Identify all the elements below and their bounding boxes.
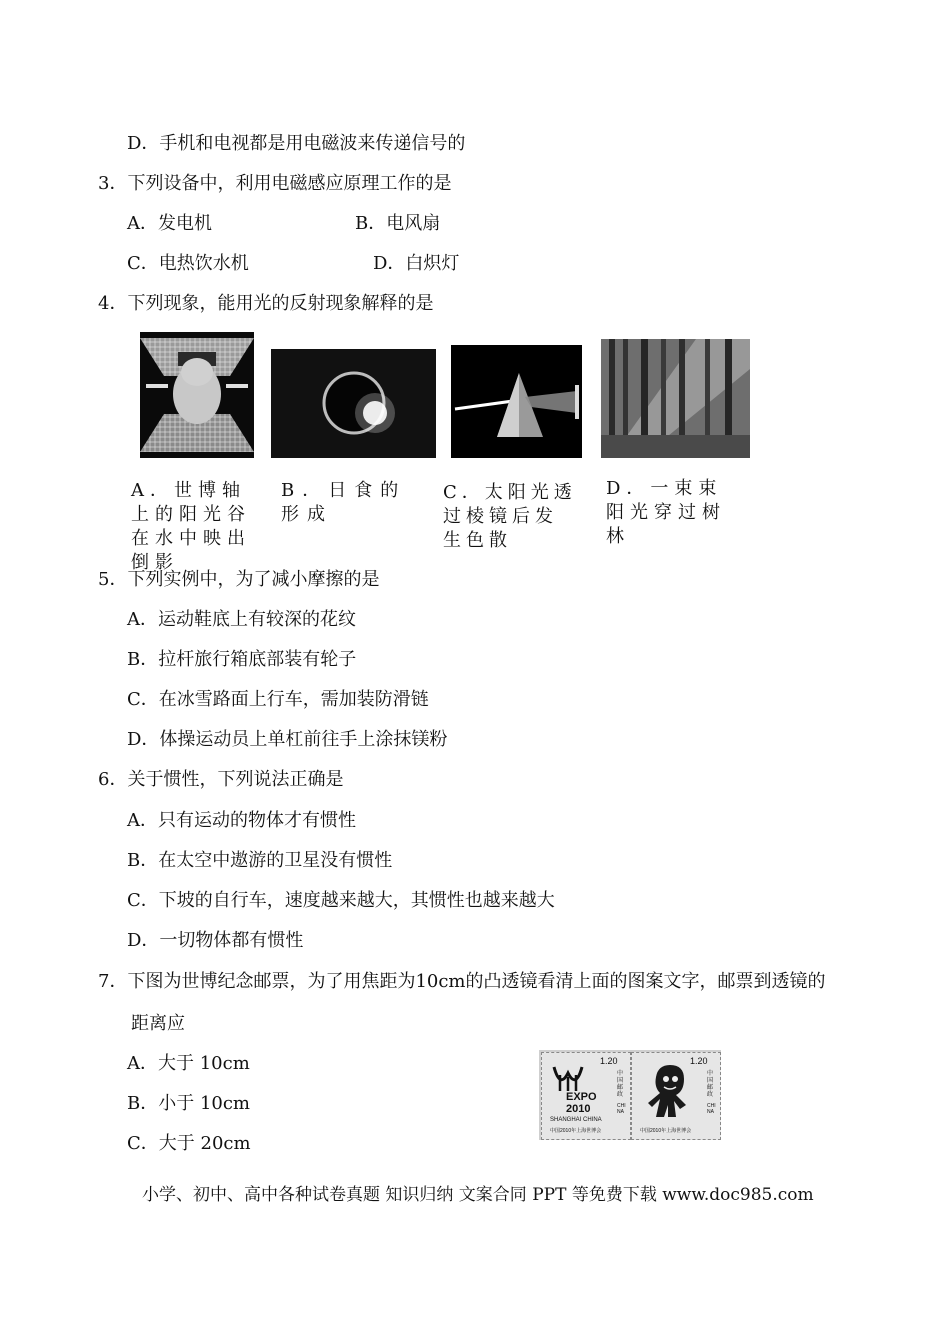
prism-dispersion-photo-icon xyxy=(451,345,582,458)
stamp-country: 中国邮政 xyxy=(617,1071,624,1098)
q7-option-a: A．大于 10cm xyxy=(127,1053,250,1074)
q3-stem: 3．下列设备中，利用电磁感应原理工作的是 xyxy=(98,173,452,194)
q5-stem: 5．下列实例中，为了减小摩擦的是 xyxy=(98,569,380,590)
q5-option-b: B．拉杆旅行箱底部装有轮子 xyxy=(127,649,357,670)
q4-stem: 4．下列现象，能用光的反射现象解释的是 xyxy=(98,293,434,314)
expo-logo-stamp xyxy=(541,1052,631,1140)
q7-option-c: C．大于 20cm xyxy=(127,1133,251,1154)
stamp-bottom-text-2: 中国2010年上海世博会 xyxy=(640,1128,692,1134)
stamp-year-text: 2010 xyxy=(566,1103,591,1115)
stamp-country-en-2: CHINA xyxy=(707,1103,716,1115)
forest-sunbeam-photo-icon xyxy=(601,339,750,458)
q3-option-b: B．电风扇 xyxy=(355,213,441,234)
q6-option-d: D．一切物体都有惯性 xyxy=(127,930,304,951)
q6-option-b: B．在太空中遨游的卫星没有惯性 xyxy=(127,850,393,871)
q6-option-c: C．下坡的自行车，速度越来越大，其惯性也越来越大 xyxy=(127,890,555,911)
q4-caption-c: C．太阳光透过棱镜后发生色散 xyxy=(443,482,577,551)
q7-stem-line1: 7．下图为世博纪念邮票，为了用焦距为10cm的凸透镜看清上面的图案文字，邮票到透镜的 xyxy=(98,971,826,992)
page-footer: 小学、初中、高中各种试卷真题 知识归纳 文案合同 PPT 等免费下载 www.doc985.com xyxy=(142,1185,814,1205)
q2-option-d: D．手机和电视都是用电磁波来传递信号的 xyxy=(127,133,466,154)
stamp-bottom-text: 中国2010年上海世博会 xyxy=(550,1128,602,1134)
q4-caption-a: A．世博轴上的阳光谷在水中映出倒影 xyxy=(131,480,251,573)
stamp-country-en: CHINA xyxy=(617,1103,626,1115)
solar-eclipse-photo-icon xyxy=(271,349,436,458)
q6-option-a: A．只有运动的物体才有惯性 xyxy=(127,810,356,831)
q5-option-d: D．体操运动员上单杠前往手上涂抹镁粉 xyxy=(127,729,448,750)
stamp-value: 1.20 xyxy=(600,1056,618,1066)
stamp-value-2: 1.20 xyxy=(690,1056,708,1066)
stamp-city-text: SHANGHAI CHINA xyxy=(550,1117,602,1123)
expo-logo-icon xyxy=(550,1063,586,1093)
haibao-mascot-stamp xyxy=(631,1052,721,1140)
q6-stem: 6．关于惯性，下列说法正确是 xyxy=(98,769,344,790)
q7-option-b: B．小于 10cm xyxy=(127,1093,251,1114)
q5-option-c: C．在冰雪路面上行车，需加装防滑链 xyxy=(127,689,429,710)
expo-stamp-pair xyxy=(539,1050,721,1140)
reflection-photo-icon xyxy=(140,332,254,458)
q3-option-a: A．发电机 xyxy=(127,213,212,234)
stamp-expo-text: EXPO xyxy=(566,1091,597,1103)
mascot-icon xyxy=(640,1061,700,1123)
q4-caption-d: D．一束束阳光穿过树林 xyxy=(606,478,726,547)
q5-option-a: A．运动鞋底上有较深的花纹 xyxy=(127,609,356,630)
q7-stem-line2: 距离应 xyxy=(131,1013,185,1034)
q3-option-d: D．白炽灯 xyxy=(373,253,460,274)
q4-caption-b: B．日食的形成 xyxy=(281,480,407,525)
q3-option-c: C．电热饮水机 xyxy=(127,253,249,274)
stamp-country-2: 中国邮政 xyxy=(707,1071,714,1098)
